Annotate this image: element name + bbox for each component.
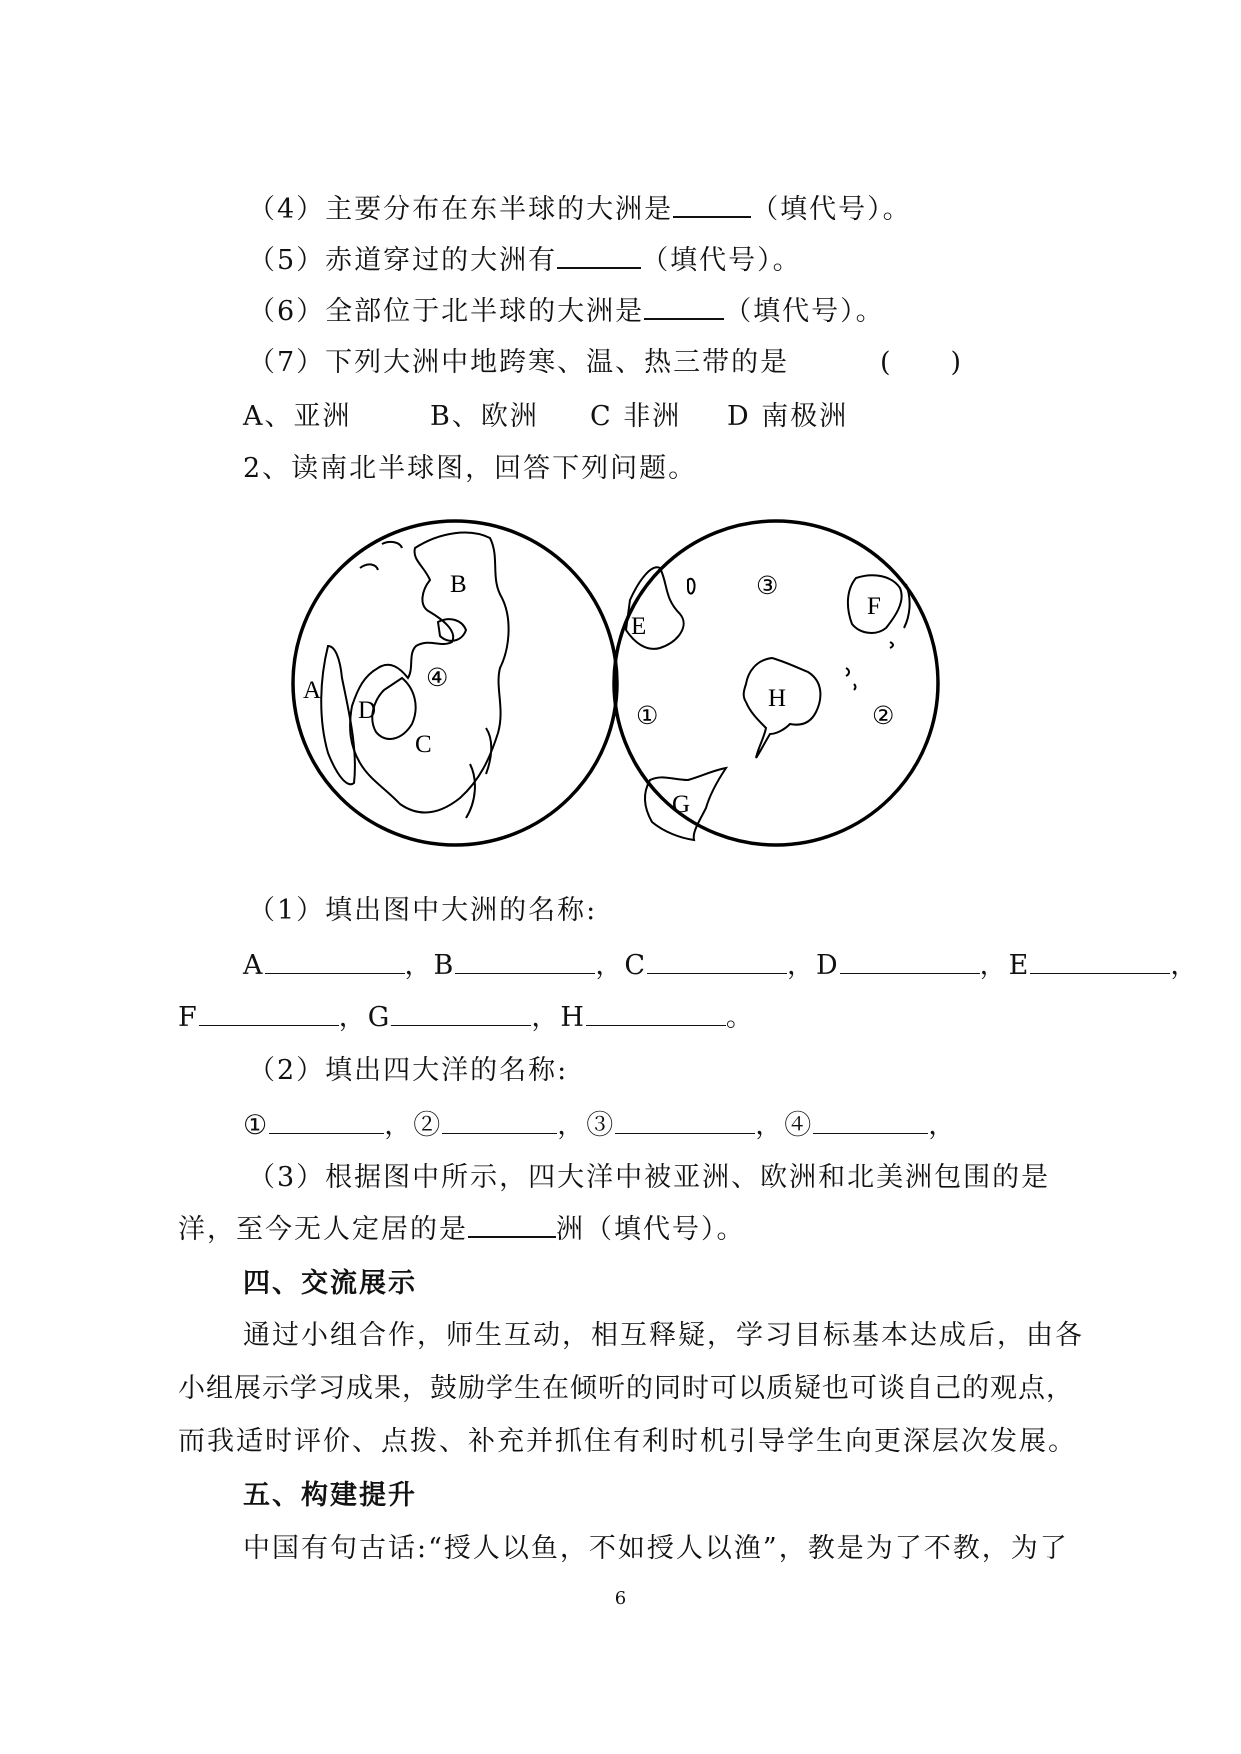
section-4-line-1: 通过小组合作，师生互动，相互释疑，学习目标基本达成后，由各 bbox=[243, 1320, 1084, 1351]
label-e: E bbox=[631, 613, 647, 640]
part-3-suffix: 洲（填代号）。 bbox=[556, 1214, 746, 1245]
label-g: G bbox=[672, 791, 691, 818]
section-4-line-2: 小组展示学习成果，鼓励学生在倾听的同时可以质疑也可谈自己的观点， bbox=[178, 1373, 1074, 1404]
period: 。 bbox=[725, 1002, 755, 1033]
answer-blank-b[interactable] bbox=[455, 949, 595, 974]
answer-blank-a[interactable] bbox=[265, 949, 405, 974]
question-6-text: （6）全部位于北半球的大洲是 bbox=[248, 296, 645, 327]
question-7-paren: ( ) bbox=[880, 347, 964, 378]
label-ocean-1: ① bbox=[636, 703, 659, 730]
comma: ， bbox=[557, 1110, 587, 1141]
section-4-line-3: 而我适时评价、点拨、补充并抓住有利时机引导学生向更深层次发展。 bbox=[178, 1426, 1077, 1457]
comma: ， bbox=[1170, 950, 1200, 981]
label-a: A bbox=[303, 677, 322, 704]
comma: ， bbox=[979, 950, 1009, 981]
question-5 bbox=[248, 243, 802, 279]
question-4-text: （4）主要分布在东半球的大洲是 bbox=[248, 194, 674, 225]
blank-label-g: G bbox=[367, 1002, 392, 1033]
answer-blank-ocean-2[interactable] bbox=[442, 1109, 557, 1134]
label-f: F bbox=[867, 593, 881, 620]
option-a: A、亚洲 bbox=[243, 401, 352, 432]
comma: ， bbox=[384, 1110, 414, 1141]
comma: ， bbox=[338, 1002, 368, 1033]
answer-blank-ocean-4[interactable] bbox=[813, 1109, 928, 1134]
question-6 bbox=[248, 294, 885, 330]
label-d: D bbox=[358, 697, 377, 724]
comma: ， bbox=[531, 1002, 561, 1033]
southern-hemisphere-circle bbox=[614, 521, 938, 845]
blank-label-d: D bbox=[816, 950, 840, 981]
blank-label-ocean-2: ② bbox=[413, 1110, 443, 1141]
answer-blank-ocean-1[interactable] bbox=[269, 1109, 384, 1134]
question-7 bbox=[248, 345, 789, 381]
blank-label-c: C bbox=[624, 950, 648, 981]
northern-hemisphere-circle bbox=[293, 521, 617, 845]
section-5-line: 中国有句古话:“授人以鱼，不如授人以渔”，教是为了不教，为了 bbox=[243, 1533, 1069, 1564]
part-1-title: （1）填出图中大洲的名称: bbox=[248, 895, 598, 926]
ocean-blanks bbox=[243, 1108, 957, 1144]
part-3-prefix: 洋，至今无人定居的是 bbox=[178, 1214, 468, 1245]
question-2-intro: 2、读南北半球图，回答下列问题。 bbox=[243, 453, 698, 484]
answer-blank-d[interactable] bbox=[840, 949, 980, 974]
blank-label-ocean-4: ④ bbox=[784, 1110, 814, 1141]
continent-blanks-row-2 bbox=[178, 1000, 755, 1036]
page-number: 6 bbox=[614, 1588, 627, 1609]
answer-blank[interactable] bbox=[644, 294, 724, 320]
comma: ， bbox=[928, 1110, 958, 1141]
option-d: D 南极洲 bbox=[727, 401, 849, 432]
answer-blank-e[interactable] bbox=[1030, 949, 1170, 974]
northern-landmasses bbox=[321, 533, 508, 818]
option-c: C 非洲 bbox=[590, 401, 682, 432]
question-7-text: （7）下列大洲中地跨寒、温、热三带的是 bbox=[248, 347, 790, 378]
answer-blank-f[interactable] bbox=[199, 1001, 339, 1026]
part-2-title: （2）填出四大洋的名称: bbox=[248, 1055, 569, 1086]
label-ocean-3: ③ bbox=[756, 573, 779, 600]
label-c: C bbox=[415, 731, 432, 758]
question-4 bbox=[248, 192, 912, 228]
blank-label-ocean-1: ① bbox=[243, 1110, 270, 1141]
question-6-suffix: （填代号）。 bbox=[724, 296, 885, 327]
question-4-suffix: （填代号）。 bbox=[751, 194, 912, 225]
part-3-line-2 bbox=[178, 1212, 746, 1248]
comma: ， bbox=[787, 950, 817, 981]
answer-blank[interactable] bbox=[468, 1212, 556, 1238]
answer-blank-h[interactable] bbox=[586, 1001, 726, 1026]
section-4-title: 四、交流展示 bbox=[243, 1268, 417, 1299]
answer-blank[interactable] bbox=[673, 192, 751, 218]
blank-label-b: B bbox=[433, 950, 456, 981]
answer-blank-c[interactable] bbox=[647, 949, 787, 974]
blank-label-f: F bbox=[178, 1002, 199, 1033]
label-b: B bbox=[450, 571, 467, 598]
continent-blanks-row-1 bbox=[243, 948, 1199, 984]
blank-label-ocean-3: ③ bbox=[586, 1110, 616, 1141]
option-b: B、欧洲 bbox=[430, 401, 539, 432]
blank-label-e: E bbox=[1008, 950, 1031, 981]
answer-blank[interactable] bbox=[557, 243, 641, 269]
comma: ， bbox=[404, 950, 434, 981]
blank-label-h: H bbox=[560, 1002, 586, 1033]
comma: ， bbox=[595, 950, 625, 981]
label-h: H bbox=[768, 685, 787, 712]
part-3-line-1: （3）根据图中所示，四大洋中被亚洲、欧洲和北美洲包围的是 bbox=[248, 1162, 1051, 1193]
answer-blank-ocean-3[interactable] bbox=[615, 1109, 755, 1134]
answer-blank-g[interactable] bbox=[391, 1001, 531, 1026]
question-5-suffix: （填代号）。 bbox=[641, 245, 802, 276]
label-ocean-4: ④ bbox=[426, 665, 449, 692]
label-ocean-2: ② bbox=[872, 703, 895, 730]
hemisphere-map bbox=[290, 518, 942, 848]
blank-label-a: A bbox=[243, 950, 265, 981]
section-5-title: 五、构建提升 bbox=[243, 1480, 417, 1511]
question-5-text: （5）赤道穿过的大洲有 bbox=[248, 245, 558, 276]
comma: ， bbox=[755, 1110, 785, 1141]
